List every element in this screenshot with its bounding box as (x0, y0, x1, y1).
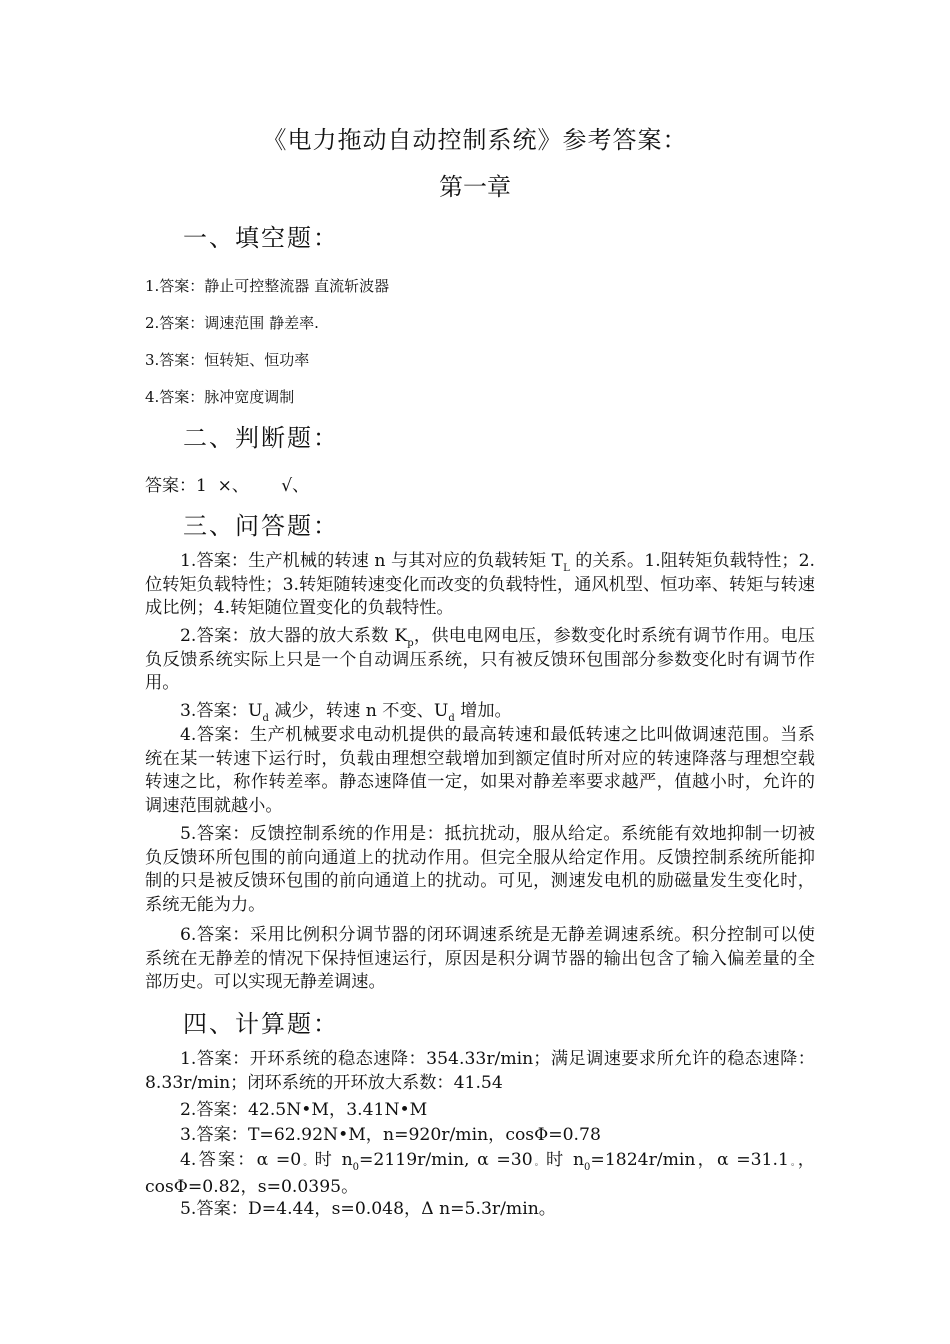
calc-answer-1: 1.答案：开环系统的稳态速降：354.33r/min；满足调速要求所允许的稳态速降：8.33r/min；闭环系统的开环放大系数：41.54 (145, 1049, 815, 1093)
calc-answer-2: 2.答案：42.5N•M，3.41N•M (180, 1100, 428, 1120)
chapter-heading: 第一章 (439, 173, 511, 201)
judge-answer: 答案：1 ×、 √、 (145, 476, 310, 496)
calc-answer-4: 4.答案：α =0。时 $n_0=2119r/\min$, α =30。时 $n_0=1824r/\min$，α =31.1。，cosΦ=0.82，s=0.0395。 (145, 1150, 815, 1197)
section-calc-heading: 四、计算题： (183, 1010, 339, 1038)
document-title: 《电力拖动自动控制系统》参考答案： (262, 126, 688, 154)
qa-answer-1: 1.答案：生产机械的转速 n 与其对应的负载转矩 $T_L$ 的关系。1.阻转矩负载特性；2.位转矩负载特性；3.转矩随转速变化而改变的负载特性，通风机型、恒功率、转矩与转速成比例；4.转矩随位置变化的负载特性。 (145, 551, 815, 619)
fill-answer-1: 1.答案：静止可控整流器 直流斩波器 (145, 277, 390, 295)
qa-answer-2: 2.答案：放大器的放大系数 $K_p$，供电电网电压，参数变化时系统有调节作用。电压负反馈系统实际上只是一个自动调压系统，只有被反馈环包围部分参数变化时有调节作用。 (145, 626, 815, 694)
qa-answer-5: 5.答案：反馈控制系统的作用是：抵抗扰动，服从给定。系统能有效地抑制一切被负反馈环所包围的前向通道上的扰动作用。但完全服从给定作用。反馈控制系统所能抑制的只是被反馈环包围的前向通道上的扰动。可见，测速发电机的励磁量发生变化时，系统无能为力。 (145, 824, 815, 915)
qa-answer-6: 6.答案：采用比例积分调节器的闭环调速系统是无静差调速系统。积分控制可以使系统在无静差的情况下保持恒速运行，原因是积分调节器的输出包含了输入偏差量的全部历史。可以实现无静差调速。 (145, 925, 815, 993)
fill-answer-3: 3.答案：恒转矩、恒功率 (145, 351, 310, 369)
calc-answer-5: 5.答案：D=4.44，s=0.048，Δ n=5.3r/min。 (180, 1199, 556, 1219)
fill-answer-4: 4.答案：脉冲宽度调制 (145, 388, 295, 406)
calc-answer-3: 3.答案：T=62.92N•M，n=920r/min，cosΦ=0.78 (180, 1125, 601, 1145)
qa-answer-3: 3.答案：$U_d$ 减少，转速 n 不变、$U_d$ 增加。 (180, 701, 512, 724)
fill-answer-2: 2.答案：调速范围 静差率. (145, 314, 319, 332)
section-fill-in-heading: 一、填空题： (183, 224, 339, 252)
section-judge-heading: 二、判断题： (183, 424, 339, 452)
section-qa-heading: 三、问答题： (183, 512, 339, 540)
qa-answer-4: 4.答案：生产机械要求电动机提供的最高转速和最低转速之比叫做调速范围。当系统在某一转速下运行时，负载由理想空载增加到额定值时所对应的转速降落与理想空载转速之比，称作转差率。静态速降值一定，如果对静差率要求越严，值越小时，允许的调速范围就越小。 (145, 725, 815, 816)
